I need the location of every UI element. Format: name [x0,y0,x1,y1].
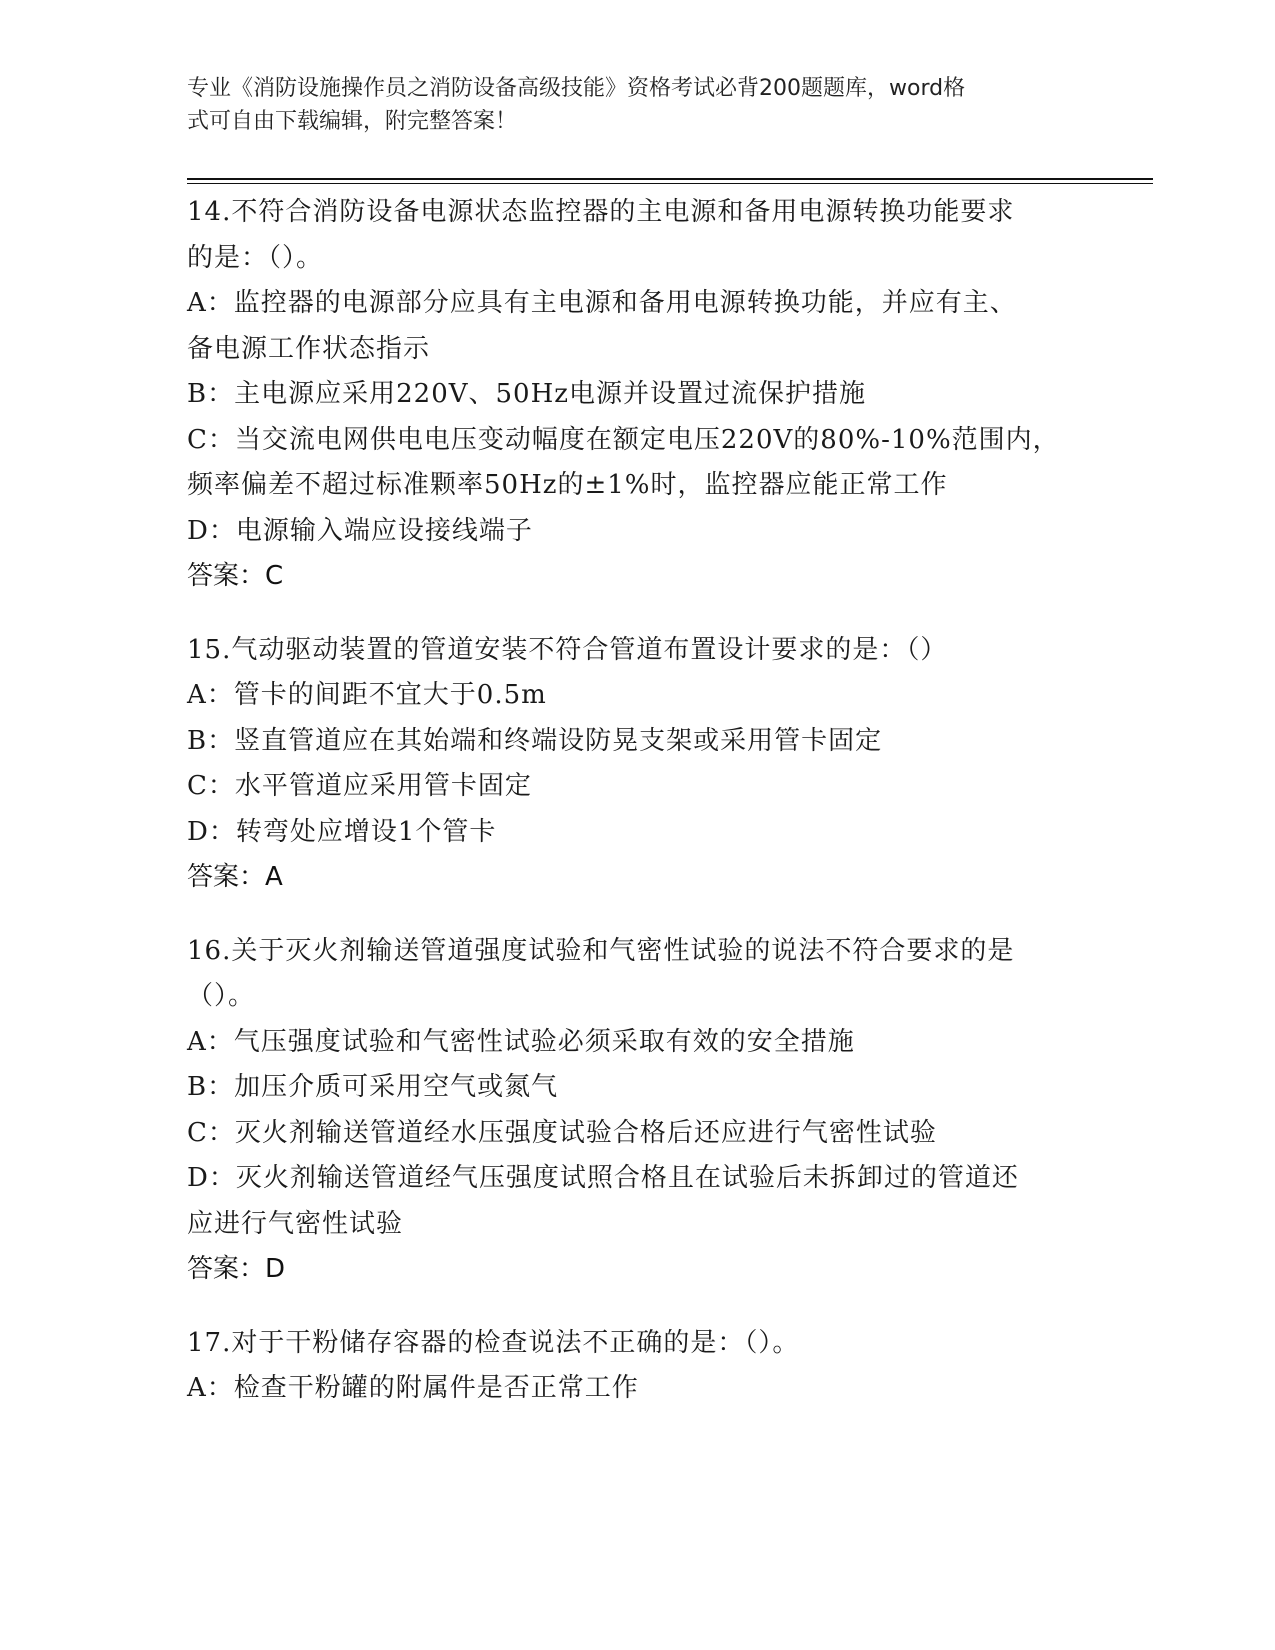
answer-value: A [265,862,283,892]
answer-label: 答案： [187,862,266,892]
question-stem-line: 14.不符合消防设备电源状态监控器的主电源和备用电源转换功能要求 [187,197,1015,227]
question-stem-line: （）。 [187,981,256,1011]
header-line: 专业《消防设施操作员之消防设备高级技能》资格考试必背200题题库，word格 [187,76,966,101]
header-divider-thick [187,178,1153,180]
header-divider-thin [187,183,1153,184]
option-line: C：灭火剂输送管道经水压强度试验合格后还应进行气密性试验 [187,1117,937,1148]
answer-line [187,554,1087,600]
header-line: 式可自由下载编辑，附完整答案！ [187,109,518,134]
option-line: C：当交流电网供电电压变动幅度在额定电压220V的80%-10%范围内， [187,424,1060,455]
answer-line [187,1247,1087,1293]
option-line: 应进行气密性试验 [187,1208,404,1239]
question-stem-line: 17.对于干粉储存容器的检查说法不正确的是：（）。 [187,1327,800,1358]
option-line: B：主电源应采用220V、50Hz电源并设置过流保护措施 [187,379,866,409]
option-line: 备电源工作状态指示 [187,333,431,364]
option-line: D：灭火剂输送管道经气压强度试照合格且在试验后未拆卸过的管道还 [187,1163,1019,1193]
option-line: A：气压强度试验和气密性试验必须采取有效的安全措施 [187,1026,855,1057]
option-line: A：监控器的电源部分应具有主电源和备用电源转换功能，并应有主、 [187,288,1017,318]
answer-line [187,855,1087,901]
answer-value: D [265,1254,286,1284]
question-stem-line: 15.气动驱动装置的管道安装不符合管道布置设计要求的是：（） [187,634,948,665]
option-line: A：管卡的间距不宜大于0.5m [187,680,547,710]
answer-label: 答案： [187,1254,266,1284]
answer-value: C [265,561,284,591]
answer-label: 答案： [187,561,266,591]
question-item [187,1321,1087,1412]
question-list [187,190,1087,1440]
option-line: B：竖直管道应在其始端和终端设防晃支架或采用管卡固定 [187,725,883,756]
option-line: A：检查干粉罐的附属件是否正常工作 [187,1373,639,1403]
option-line: B：加压介质可采用空气或氮气 [187,1072,559,1102]
question-item [187,628,1087,901]
question-stem-line: 16.关于灭火剂输送管道强度试验和气密性试验的说法不符合要求的是 [187,935,1015,966]
option-line: 频率偏差不超过标准颗率50Hz的±1%时，监控器应能正常工作 [187,470,948,500]
question-stem-line: 的是：（）。 [187,242,324,273]
option-line: D：转弯处应增设1个管卡 [187,816,497,847]
option-line: D：电源输入端应设接线端子 [187,515,533,546]
question-item [187,929,1087,1293]
question-item [187,190,1087,600]
option-line: C：水平管道应采用管卡固定 [187,771,532,801]
document-header [187,72,1067,138]
